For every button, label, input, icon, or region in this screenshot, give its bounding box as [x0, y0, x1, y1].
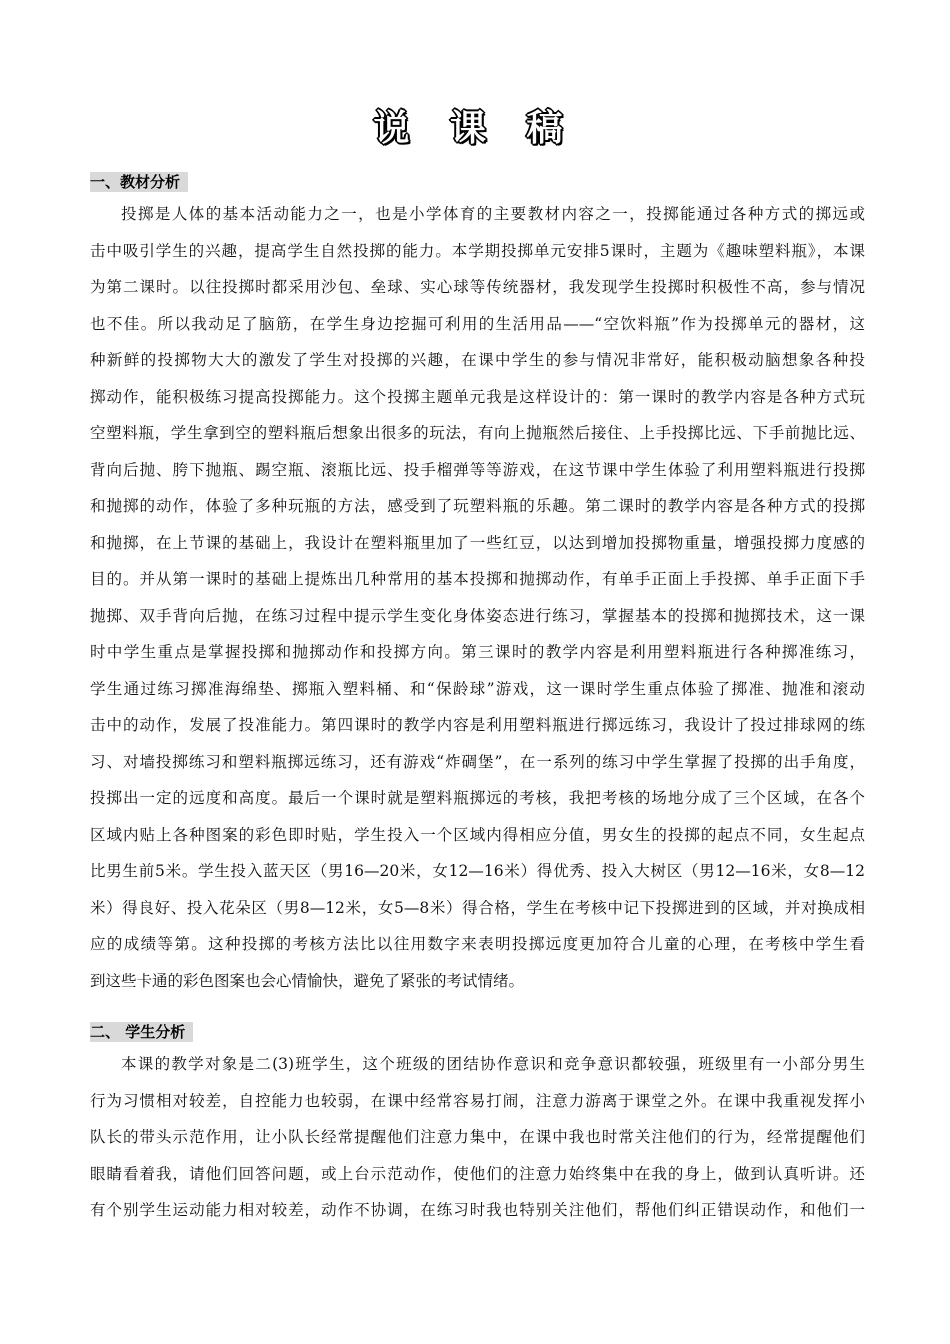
- section-heading-textbook-analysis: 一、教材分析: [90, 172, 188, 192]
- text-line: 击中的动作，发展了投准能力。第四课时的教学内容是利用塑料瓶进行掷远练习，我设计了投过排球网的练: [90, 716, 865, 734]
- text-line: 比男生前5米。学生投入蓝天区（男16—20米，女12—16米）得优秀、投入大树区（男12—16米，女8—12: [90, 862, 865, 880]
- section-heading-student-analysis: 二、 学生分析: [90, 1022, 193, 1042]
- paragraph-textbook-analysis: [90, 196, 865, 999]
- text-line: 和抛掷的动作，体验了多种玩瓶的方法，感受到了玩塑料瓶的乐趣。第二课时的教学内容是各种方式的投掷: [90, 497, 865, 515]
- text-line: 学生通过练习掷准海绵垫、掷瓶入塑料桶、和“保龄球”游戏，这一课时学生重点体验了掷准、抛准和滚动: [90, 679, 865, 698]
- text-line: 也不佳。所以我动足了脑筋，在学生身边挖掘可利用的生活用品——“空饮料瓶”作为投掷单元的器材，这: [90, 314, 865, 333]
- text-line: 到这些卡通的彩色图案也会心情愉快，避免了紧张的考试情绪。: [90, 971, 525, 990]
- text-line: 投掷是人体的基本活动能力之一，也是小学体育的主要教材内容之一，投掷能通过各种方式的掷远或: [121, 205, 865, 223]
- text-line: 习、对墙投掷练习和塑料瓶掷远练习，还有游戏“炸碉堡”，在一系列的练习中学生掌握了投掷的出手角度，: [90, 752, 865, 771]
- text-line: 行为习惯相对较差，自控能力也较弱，在课中经常容易打闹，注意力游离于课堂之外。在课中我重视发挥小: [90, 1091, 865, 1110]
- text-line: 队长的带头示范作用，让小队长经常提醒他们注意力集中，在课中我也时常关注他们的行为，经常提醒他们: [90, 1128, 865, 1146]
- text-line: 米）得良好、投入花朵区（男8—12米，女5—8米）得合格，学生在考核中记下投掷进到的区域，并对换成相: [90, 898, 865, 917]
- text-line: 有个别学生运动能力相对较差，动作不协调，在练习时我也特别关注他们，帮他们纠正错误动作，和他们一: [90, 1201, 865, 1219]
- text-line: 本课的教学对象是二(3)班学生，这个班级的团结协作意识和竞争意识都较强，班级里有一小部分男生: [121, 1055, 865, 1073]
- text-line: 为第二课时。以往投掷时都采用沙包、垒球、实心球等传统器材，我发现学生投掷时积极性不高，参与情况: [90, 278, 865, 296]
- text-line: 区域内贴上各种图案的彩色即时贴，学生投入一个区域内得相应分值，男女生的投掷的起点不同，女生起点: [90, 825, 865, 844]
- text-line: 应的成绩等第。这种投掷的考核方法比以往用数字来表明投掷远度更加符合儿童的心理，在考核中学生看: [90, 935, 865, 953]
- text-line: 掷动作，能积极练习提高投掷能力。这个投掷主题单元我是这样设计的：第一课时的教学内容是各种方式玩: [90, 387, 865, 406]
- text-line: 背向后抛、胯下抛瓶、踢空瓶、滚瓶比远、投手榴弹等等游戏，在这节课中学生体验了利用塑料瓶进行投掷: [90, 460, 865, 479]
- text-line: 和抛掷，在上节课的基础上，我设计在塑料瓶里加了一些红豆，以达到增加投掷物重量，增强投掷力度感的: [90, 533, 865, 552]
- text-line: 空塑料瓶，学生拿到空的塑料瓶后想象出很多的玩法，有向上抛瓶然后接住、上手投掷比远、下手前抛比远、: [90, 424, 865, 442]
- text-line: 眼睛看着我，请他们回答问题，或上台示范动作，使他们的注意力始终集中在我的身上，做到认真听讲。还: [90, 1164, 865, 1183]
- text-line: 时中学生重点是掌握投掷和抛掷动作和投掷方向。第三课时的教学内容是利用塑料瓶进行各种掷准练习，: [90, 643, 865, 661]
- text-line: 投掷出一定的远度和高度。最后一个课时就是塑料瓶掷远的考核，我把考核的场地分成了三个区域，在各个: [90, 789, 865, 807]
- text-line: 种新鲜的投掷物大大的激发了学生对投掷的兴趣，在课中学生的参与情况非常好，能积极动脑想象各种投: [90, 351, 865, 369]
- paragraph-student-analysis: [90, 1046, 865, 1229]
- text-line: 抛掷、双手背向后抛，在练习过程中提示学生变化身体姿态进行练习，掌握基本的投掷和抛掷技术，这一课: [90, 606, 865, 625]
- page-title: 说 课 稿: [373, 108, 577, 149]
- text-line: 击中吸引学生的兴趣，提高学生自然投掷的能力。本学期投掷单元安排5课时，主题为《趣味塑料瓶》，本课: [90, 241, 865, 260]
- text-line: 目的。并从第一课时的基础上提炼出几种常用的基本投掷和抛掷动作，有单手正面上手投掷、单手正面下手: [90, 570, 865, 588]
